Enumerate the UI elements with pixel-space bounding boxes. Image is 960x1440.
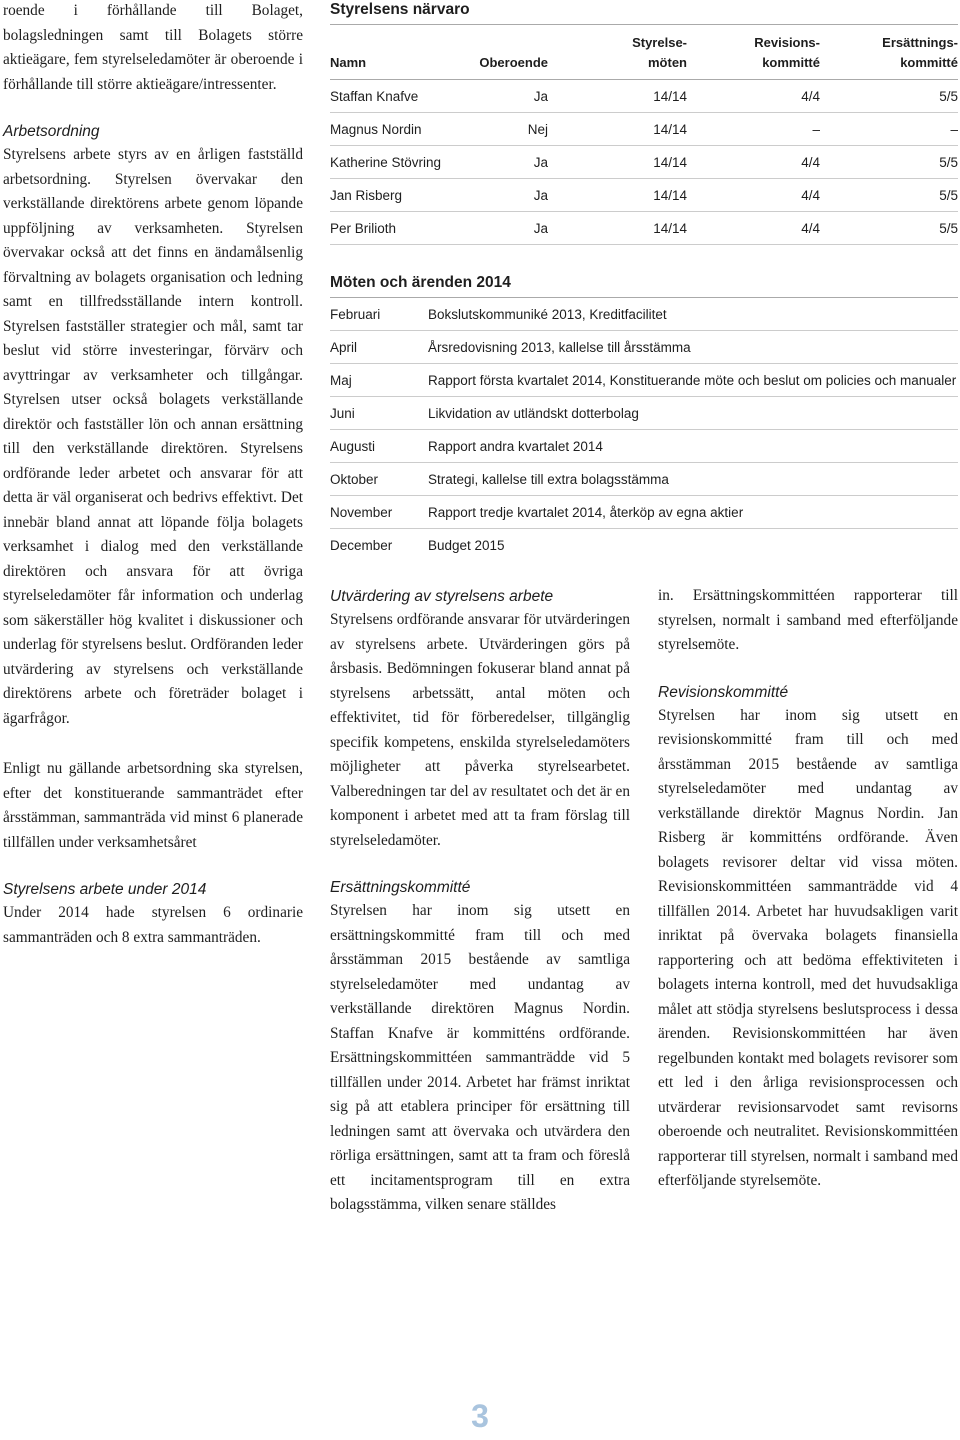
table-row: [330, 212, 958, 245]
cell-name: Per Brilioth: [330, 221, 397, 236]
cell-meetings: 14/14: [653, 221, 687, 236]
cell-name: Magnus Nordin: [330, 122, 422, 137]
audit-paragraph: Styrelsen har inom sig utsett en revisionskommitté fram till och med årsstämman 2015 bestående av samtliga styrelseledamöter med undantag av verkställande direktör Magnus Nordin. Jan Risberg är kommitténs ordförande. Även bolagets revisorer deltar vid vissa möten. Revisionskommittéen sammanträdde vid 4 tillfällen 2014. Arbetet har huvudsakligen varit inriktat på övervaka bolagets finansiella rapportering och att bedöma effektiviteten i bolagets interna kontroll, med det huvudsakliga målet att stödja styrelsens beslutsprocess i dessa ärenden. Revisionskommittéen har även regelbunden kontakt med bolagets revisorer som ett led i den årliga revisionsprocessen och utvärderar revisionsarvodet samt revisorns oberoende och neutralitet. Revisionskommittéen rapporterar till styrelsen, normalt i samband med efterföljande styrelsemöte.: [658, 706, 958, 1189]
compensation-continuation: in. Ersättningskommittéen rapporterar till styrelsen, normalt i samband med efterföljande styrelsemöte.: [658, 587, 958, 653]
compensation-paragraph: Styrelsen har inom sig utsett en ersättningskommitté fram till och med årsstämman 2015 bestående av samtliga styrelseledamöter med undantag av verkställande direktören Magnus Nordin. Staffan Knafve är kommitténs ordförande. Ersättningskommittéen sammanträdde vid 5 tillfällen under 2014. Arbetet har främst inriktat sig på att etablera principer för ersättning till ledningen samt att övervaka och utvärdera den rörliga ersättningen, samt att ta fram och föreslå ett incitamentsprogram till en extra bolagsstämma, vilken senare ställdes: [330, 902, 630, 1213]
table-row: [330, 179, 958, 212]
rules-paragraph-2: Enligt nu gällande arbetsordning ska styrelsen, efter det konstituerande sammanträdet efter årsstämman, sammanträda vid minst 6 planerade tillfällen under verksamhetsåret: [3, 760, 303, 851]
compensation-heading: Ersättningskommitté: [330, 879, 471, 896]
cell-audit: 4/4: [801, 89, 820, 104]
cell-month: Februari: [330, 307, 381, 322]
header-audit: [754, 33, 820, 73]
right-tables: [330, 0, 958, 561]
table-row: [330, 113, 958, 146]
cell-independent: Ja: [533, 155, 548, 170]
work-heading: Styrelsens arbete under 2014: [3, 881, 207, 898]
header-meetings-line2: möten: [648, 55, 687, 70]
meetings-rows: [330, 298, 958, 561]
table-row: [330, 430, 958, 463]
cell-topic: Bokslutskommuniké 2013, Kreditfacilitet: [428, 307, 667, 322]
cell-month: Oktober: [330, 472, 379, 487]
header-audit-line2: kommitté: [762, 55, 820, 70]
cell-month: Juni: [330, 406, 355, 421]
work-paragraph: Under 2014 hade styrelsen 6 ordinarie sammanträden och 8 extra sammanträden.: [3, 904, 303, 946]
cell-topic: Likvidation av utländskt dotterbolag: [428, 406, 639, 421]
cell-topic: Rapport första kvartalet 2014, Konstituerande möte och beslut om policies och manualer: [428, 373, 957, 388]
header-name: Namn: [330, 55, 367, 70]
table-row: [330, 529, 958, 561]
audit-heading: Revisionskommitté: [658, 683, 789, 701]
cell-topic: Årsredovisning 2013, kallelse till årsstämma: [428, 340, 691, 355]
left-column: [3, 0, 303, 950]
meetings-title: Möten och ärenden 2014: [330, 273, 958, 298]
cell-topic: Rapport tredje kvartalet 2014, återköp av egna aktier: [428, 505, 744, 520]
attendance-header: [330, 25, 958, 80]
header-comp-line2: kommitté: [900, 55, 958, 70]
table-row: [330, 80, 958, 113]
rules-heading: Arbetsordning: [3, 123, 100, 140]
cell-topic: Strategi, kallelse till extra bolagsstämma: [428, 472, 669, 487]
cell-independent: Ja: [533, 188, 548, 203]
header-comp-line1: Ersättnings-: [882, 35, 958, 50]
header-meetings-line1: Styrelse-: [632, 35, 687, 50]
cell-meetings: 14/14: [653, 155, 687, 170]
cell-month: November: [330, 505, 393, 520]
table-row: [330, 146, 958, 179]
cell-topic: Rapport andra kvartalet 2014: [428, 439, 603, 454]
cell-month: Augusti: [330, 439, 376, 454]
cell-audit: –: [812, 122, 820, 137]
header-independent: Oberoende: [479, 55, 548, 70]
intro-paragraph: roende i förhållande till Bolaget, bolagsledningen samt till Bolagets större aktieägare, fem styrelseledamöter är oberoende i förhållande till större aktieägare/intressenter.: [3, 2, 303, 93]
cell-month: Maj: [330, 373, 352, 388]
table-row: [330, 463, 958, 496]
attendance-rows: [330, 80, 958, 245]
table-row: [330, 331, 958, 364]
cell-name: Jan Risberg: [330, 188, 403, 203]
right-column: [658, 586, 958, 1194]
cell-month: April: [330, 340, 358, 355]
evaluation-paragraph: Styrelsens ordförande ansvarar för utvärderingen av styrelsens arbete. Utvärderingen görs på årsbasis. Bedömningen fokuserar bland annat på styrelsens arbetssätt, antal möten och effektivitet, tid för förberedelser, tillgänglig specifik kompetens, enskilda styrelseledamöters möjligheter att påverka styrelsearbetet. Valberedningen tar del av resultatet och det är en komponent i arbetet med att ta fram förslag till styrelseledamöter.: [330, 611, 630, 849]
table-row: [330, 298, 958, 331]
cell-meetings: 14/14: [653, 89, 687, 104]
cell-name: Staffan Knafve: [330, 89, 419, 104]
table-row: [330, 496, 958, 529]
middle-column: [330, 586, 630, 1218]
cell-compensation: 5/5: [939, 89, 958, 104]
header-meetings: [632, 33, 687, 73]
rules-paragraph: Styrelsens arbete styrs av en årligen fastställd arbetsordning. Styrelsen övervakar den verkställande direktörens arbete genom löpande uppföljning av verksamheten. Styrelsen övervakar också att det finns en ändamålsenlig förvaltning av bolagets organisation och ledning samt en tillfredsställande intern kontroll. Styrelsen fastställer strategier och mål, samt tar beslut vid större investeringar, förvärv och avyttringar av verksamheter och tillgångar. Styrelsen utser också bolagets verkställande direktör och fastställer lön och annan ersättning till den verkställande direktören. Styrelsens ordförande leder arbetet och ansvarar för att detta är väl organiserat och bedrivs effektivt. Det innebär bland annat att löpande följa bolagets verksamhet i dialog med den verkställande direktören och ansvara för att övriga styrelseledamöter får information och underlag som säkerställer hög kvalitet i diskussioner och underlag för styrelsens beslut. Ordföranden leder utvärdering av styrelsens och verkställande direktörens arbete och företräder bolaget i ägarfrågor.: [3, 146, 303, 727]
header-compensation: [882, 33, 958, 73]
cell-independent: Ja: [533, 221, 548, 236]
table-row: [330, 397, 958, 430]
cell-topic: Budget 2015: [428, 538, 505, 553]
table-row: [330, 364, 958, 397]
cell-compensation: 5/5: [939, 221, 958, 236]
cell-meetings: 14/14: [653, 188, 687, 203]
attendance-title: Styrelsens närvaro: [330, 0, 958, 25]
cell-compensation: 5/5: [939, 155, 958, 170]
cell-audit: 4/4: [801, 188, 820, 203]
cell-independent: Ja: [533, 89, 548, 104]
cell-audit: 4/4: [801, 155, 820, 170]
cell-meetings: 14/14: [653, 122, 687, 137]
cell-compensation: –: [950, 122, 958, 137]
cell-month: December: [330, 538, 393, 553]
cell-name: Katherine Stövring: [330, 155, 442, 170]
cell-independent: Nej: [527, 122, 548, 137]
evaluation-heading: Utvärdering av styrelsens arbete: [330, 588, 554, 605]
page-number: 3: [471, 1398, 489, 1434]
header-audit-line1: Revisions-: [754, 35, 820, 50]
cell-audit: 4/4: [801, 221, 820, 236]
cell-compensation: 5/5: [939, 188, 958, 203]
